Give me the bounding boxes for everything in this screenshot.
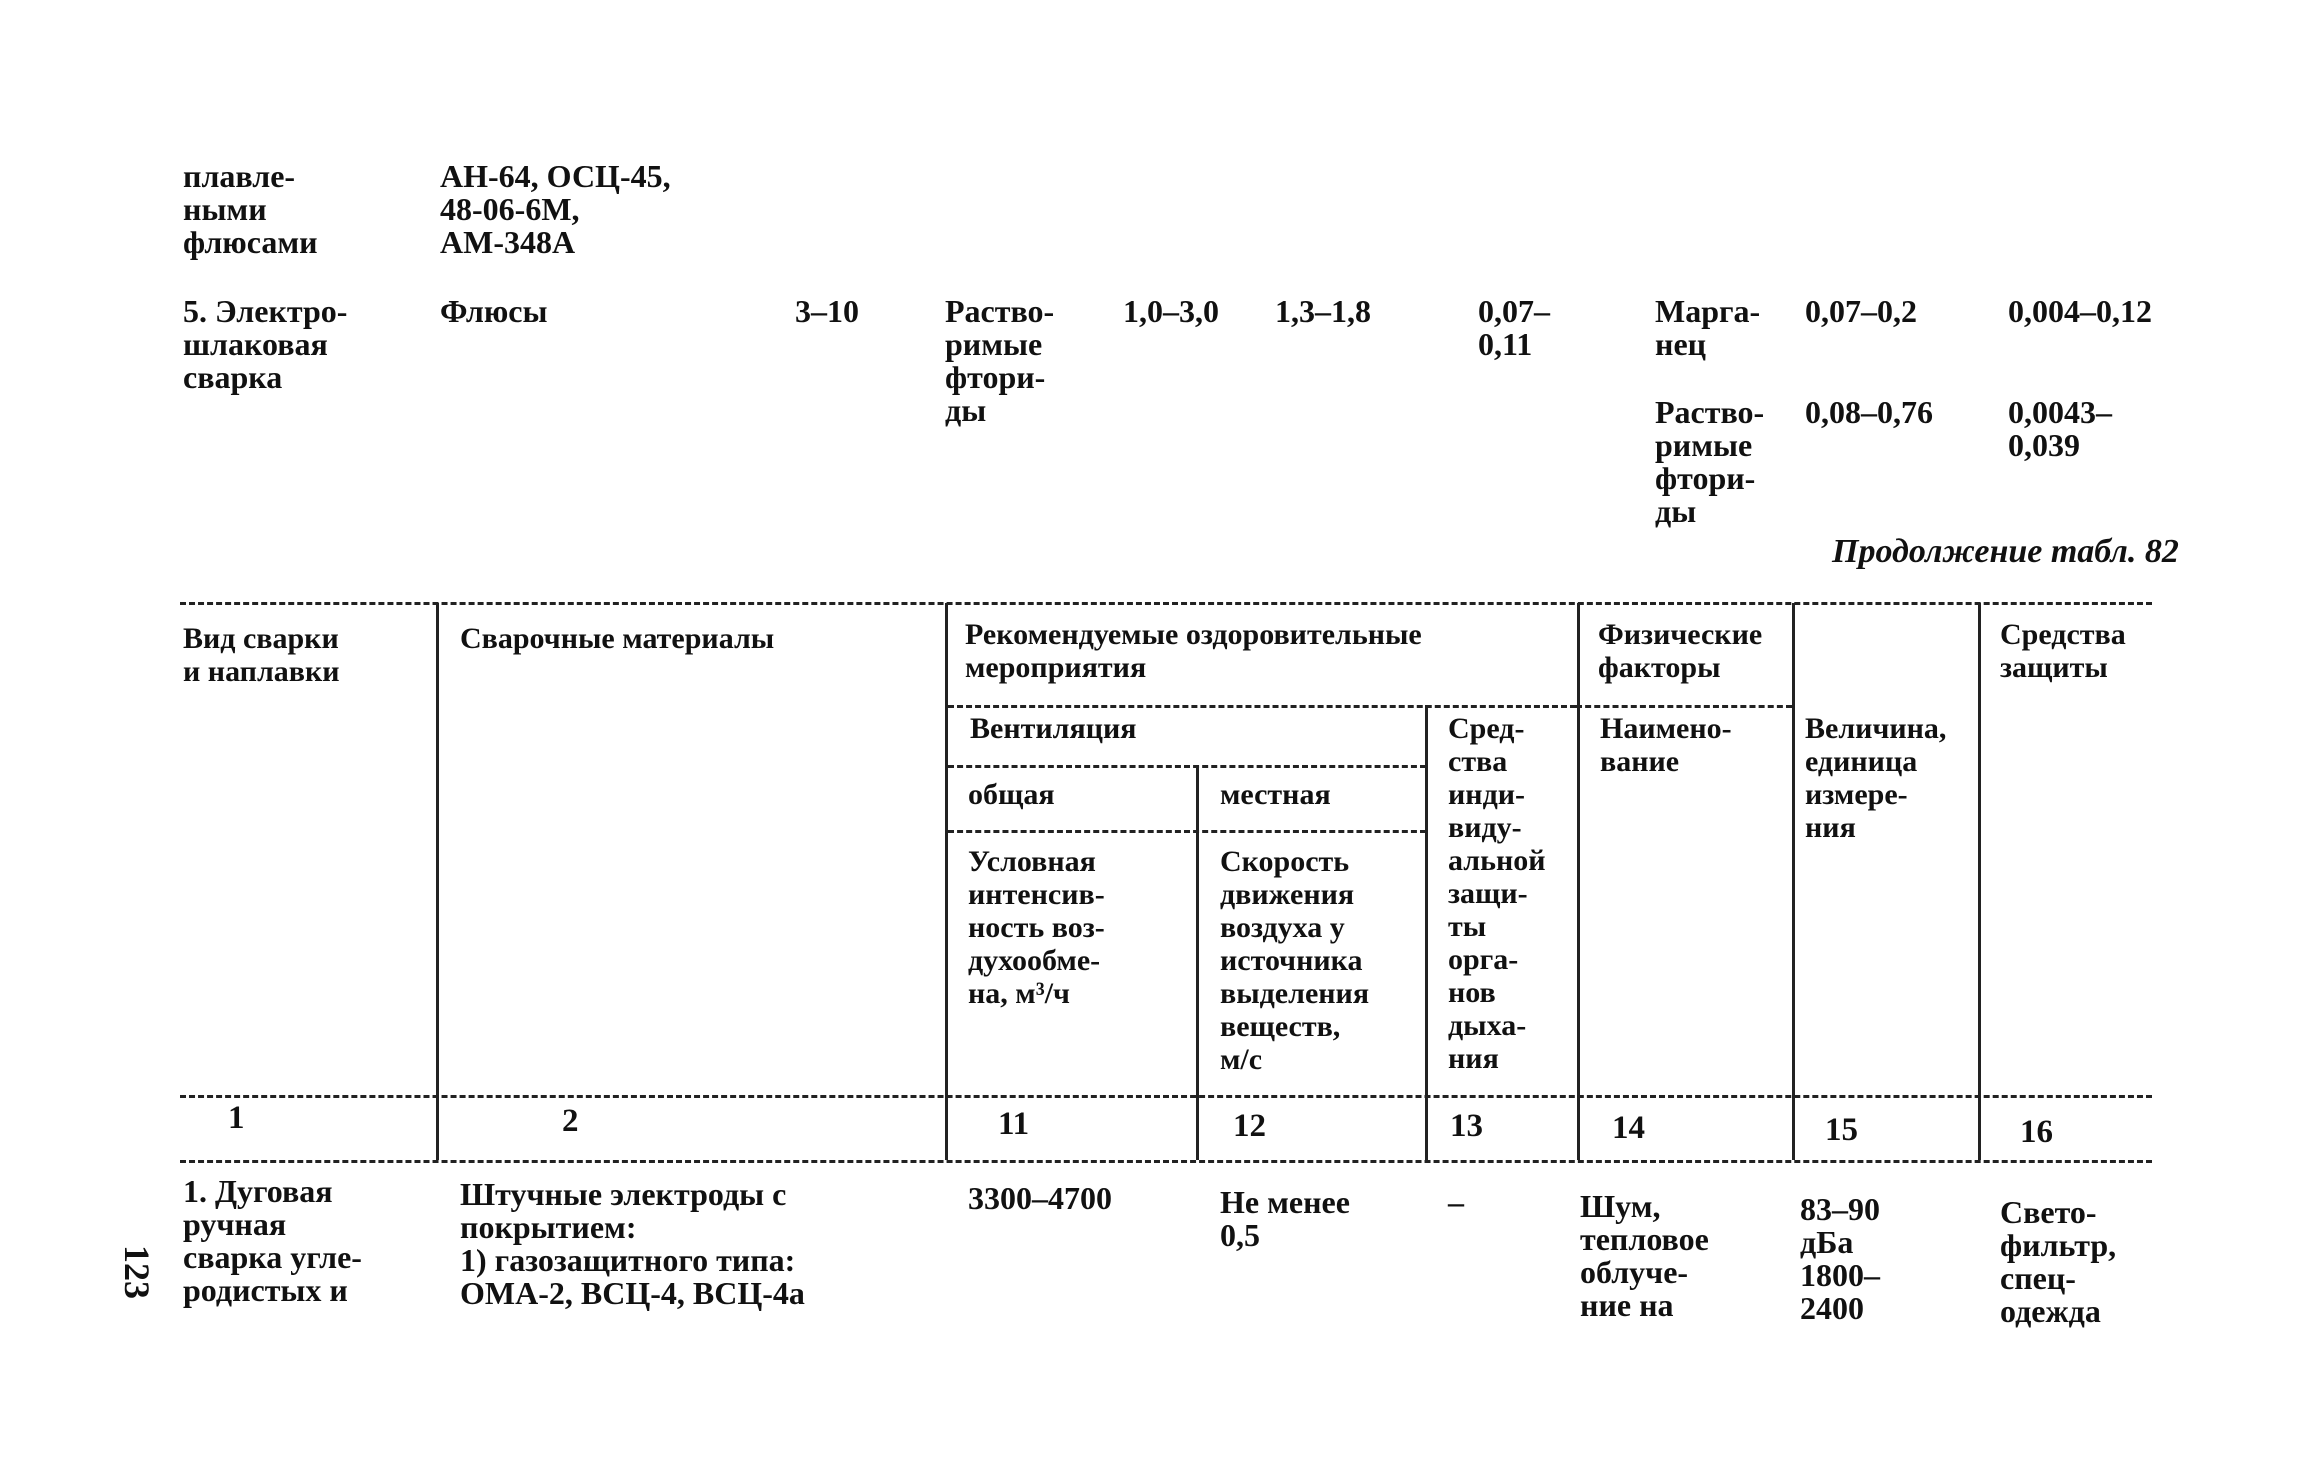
header-type: Вид сварки и наплавки bbox=[183, 622, 340, 688]
header-intensity: Условная интенсив- ность воз- духообме- на, м³/ч bbox=[968, 845, 1105, 1010]
col-number: 15 bbox=[1825, 1112, 1858, 1148]
rule-under-ventilation bbox=[948, 765, 1426, 768]
row5-col4-text: Раство- римые фтори- ды bbox=[945, 293, 1055, 428]
row1-type: 1. Дуговая ручная сварка угле- родистых и bbox=[183, 1173, 362, 1308]
col-number: 11 bbox=[998, 1106, 1030, 1142]
row5-sub1-name: Марга- нец bbox=[1655, 293, 1761, 362]
row5-col5-text: 1,0–3,0 bbox=[1123, 293, 1219, 329]
header-name: Наимено- вание bbox=[1600, 712, 1732, 778]
row1-value: 83–90 дБа 1800– 2400 bbox=[1800, 1191, 1880, 1326]
row1-intensity: 3300–4700 bbox=[968, 1180, 1112, 1216]
header-ventilation: Вентиляция bbox=[970, 712, 1137, 745]
row1-factor: Шум, тепловое облуче- ние на bbox=[1580, 1188, 1709, 1323]
row5-sub2-name: Раство- римые фтори- ды bbox=[1655, 394, 1765, 529]
row5-col6-text: 1,3–1,8 bbox=[1275, 293, 1371, 329]
header-local: местная bbox=[1220, 778, 1331, 811]
header-speed: Скорость движения воздуха у источника выделения веществ, м/с bbox=[1220, 845, 1370, 1076]
row5-sub2-value2: 0,0043– 0,039 bbox=[2008, 394, 2112, 463]
header-physical: Физические факторы bbox=[1598, 618, 1763, 684]
row5-sub1-value1: 0,07–0,2 bbox=[1805, 293, 1917, 329]
row4-materials-text: АН-64, ОСЦ-45, 48-06-6М, АМ-348А bbox=[440, 158, 671, 260]
header-protection: Средства защиты bbox=[2000, 618, 2126, 684]
vline-2 bbox=[945, 603, 948, 1160]
row4-type-text: плавле- ными флюсами bbox=[183, 158, 318, 260]
vline-7 bbox=[1978, 603, 1981, 1160]
vline-1 bbox=[436, 603, 439, 1160]
header-general: общая bbox=[968, 778, 1055, 811]
row1-speed: Не менее 0,5 bbox=[1220, 1184, 1350, 1253]
rule-above-col-numbers bbox=[180, 1095, 2152, 1098]
vline-5 bbox=[1577, 603, 1580, 1160]
row5-sub2-value1: 0,08–0,76 bbox=[1805, 394, 1933, 430]
header-ppe: Сред- ства инди- виду- альной защи- ты орга- нов дыха- ния bbox=[1448, 712, 1546, 1075]
col-number: 13 bbox=[1450, 1108, 1483, 1144]
vline-3 bbox=[1196, 765, 1199, 1160]
table-top-rule bbox=[180, 602, 2152, 605]
row5-sub1-value2: 0,004–0,12 bbox=[2008, 293, 2152, 329]
rule-under-physical bbox=[1576, 705, 1792, 708]
continuation-caption: Продолжение табл. 82 bbox=[1832, 533, 2179, 570]
vline-4 bbox=[1425, 705, 1428, 1160]
page-number: 123 bbox=[117, 1245, 157, 1299]
header-value: Величина, единица измере- ния bbox=[1805, 712, 1947, 844]
header-measures: Рекомендуемые оздоровительные мероприятия bbox=[965, 618, 1422, 684]
rule-under-general-local bbox=[948, 830, 1426, 833]
header-materials: Сварочные материалы bbox=[460, 622, 775, 655]
row5-col7-text: 0,07– 0,11 bbox=[1478, 293, 1550, 362]
row1-materials: Штучные электроды с покрытием: 1) газозащитного типа: ОМА-2, ВСЦ-4, ВСЦ-4а bbox=[460, 1176, 805, 1311]
row1-protection: Свето- фильтр, спец- одежда bbox=[2000, 1194, 2117, 1329]
rule-under-measures bbox=[948, 705, 1576, 708]
row5-materials-text: Флюсы bbox=[440, 293, 548, 329]
rule-below-col-numbers bbox=[180, 1160, 2152, 1163]
row5-col3-text: 3–10 bbox=[795, 293, 859, 329]
col-number: 12 bbox=[1233, 1108, 1266, 1144]
col-number: 1 bbox=[228, 1100, 245, 1136]
row5-type-text: 5. Электро- шлаковая сварка bbox=[183, 293, 348, 395]
row1-ppe: – bbox=[1448, 1184, 1464, 1220]
vline-6 bbox=[1792, 603, 1795, 1160]
col-number: 16 bbox=[2020, 1114, 2053, 1150]
col-number: 14 bbox=[1612, 1110, 1645, 1146]
col-number: 2 bbox=[562, 1103, 579, 1139]
